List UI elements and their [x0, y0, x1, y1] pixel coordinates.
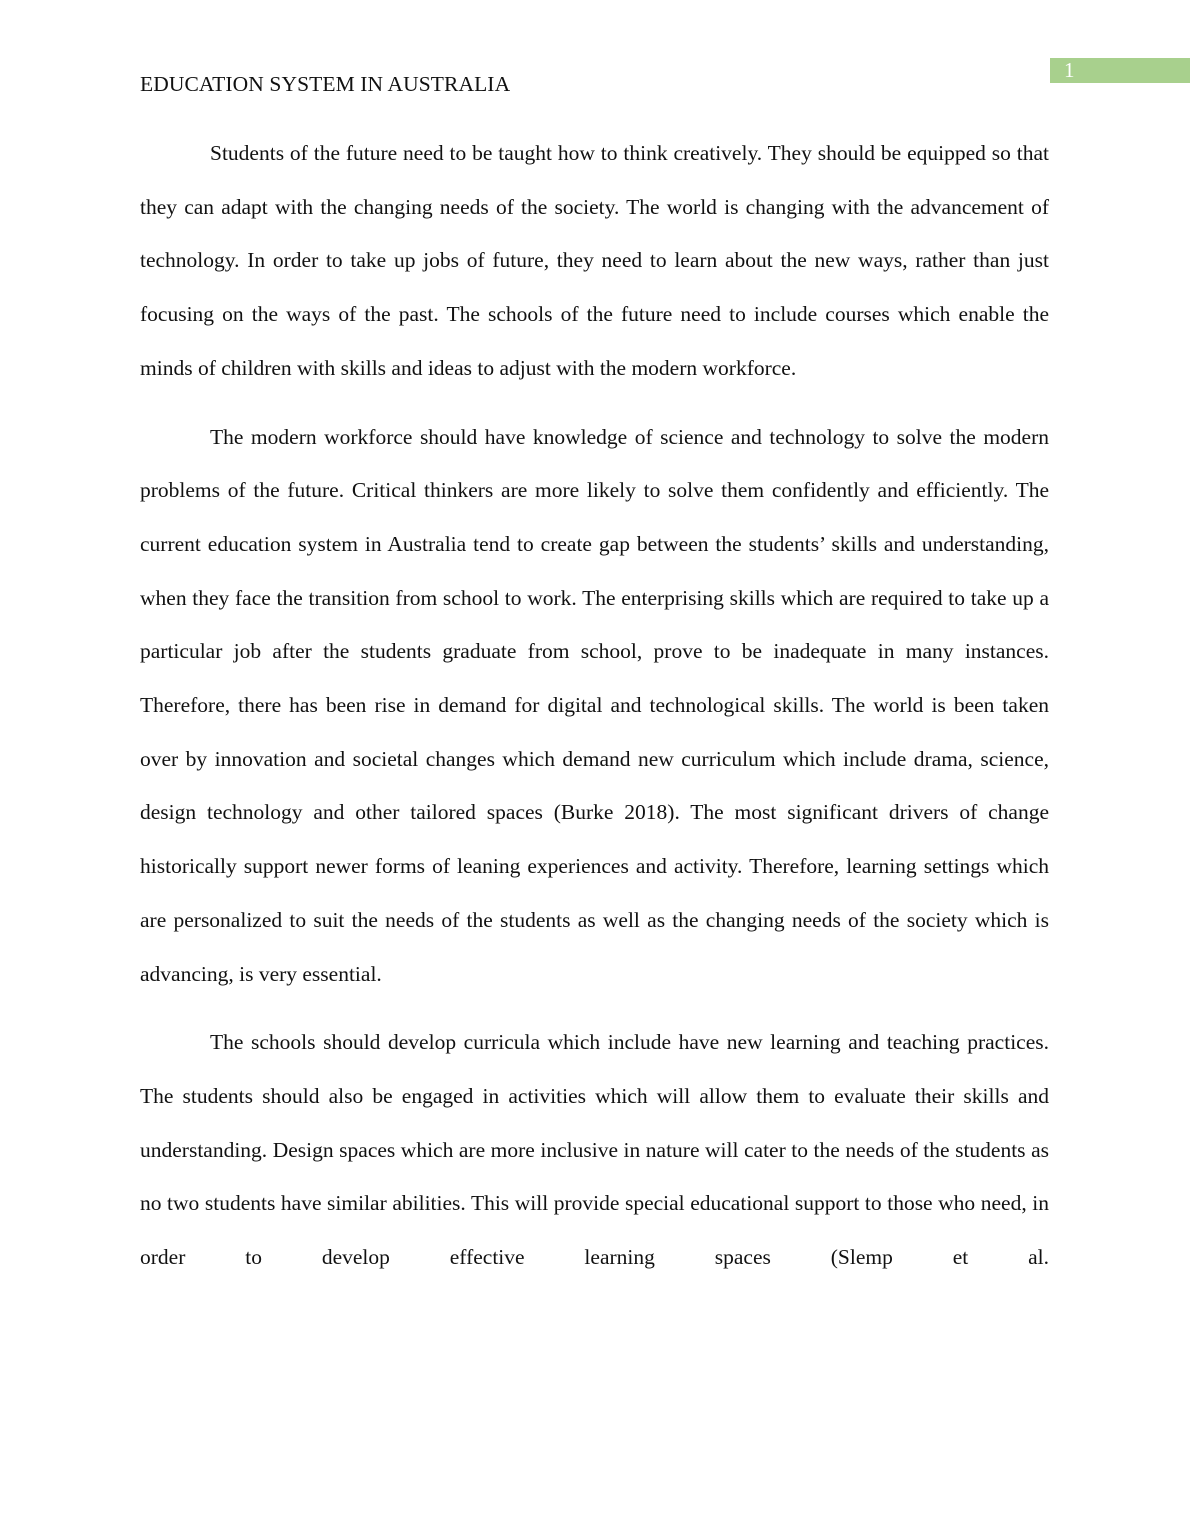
running-head: EDUCATION SYSTEM IN AUSTRALIA: [140, 72, 511, 96]
document-body: [140, 127, 1049, 1285]
body-paragraph-1: Students of the future need to be taught how to think creatively. They should be equipped so that they can adapt with the changing needs of the society. The world is changing with the advancement of technology. In order to take up jobs of future, they need to learn about the new ways, rather than just focusing on the ways of the past. The schools of the future need to include courses which enable the minds of children with skills and ideas to adjust with the modern workforce.: [140, 141, 1049, 380]
page-number-badge: [1050, 58, 1190, 83]
body-paragraph-2: The modern workforce should have knowledge of science and technology to solve the modern problems of the future. Critical thinkers are more likely to solve them confidently and efficiently. The current education system in Australia tend to create gap between the students’ skills and understanding, when they face the transition from school to work. The enterprising skills which are required to take up a particular job after the students graduate from school, prove to be inadequate in many instances. Therefore, there has been rise in demand for digital and technological skills. The world is been taken over by innovation and societal changes which demand new curriculum which include drama, science, design technology and other tailored spaces (Burke 2018). The most significant drivers of change historically support newer forms of leaning experiences and activity. Therefore, learning settings which are personalized to suit the needs of the students as well as the changing needs of the society which is advancing, is very essential.: [140, 424, 1049, 986]
body-paragraph-3: The schools should develop curricula which include have new learning and teaching practices. The students should also be engaged in activities which will allow them to evaluate their skills and understanding. Design spaces which are more inclusive in nature will cater to the needs of the students as no two students have similar abilities. This will provide special educational support to those who need, in order to develop effective learning spaces (Slemp et al.: [140, 1030, 1049, 1270]
page-number: 1: [1064, 58, 1075, 82]
